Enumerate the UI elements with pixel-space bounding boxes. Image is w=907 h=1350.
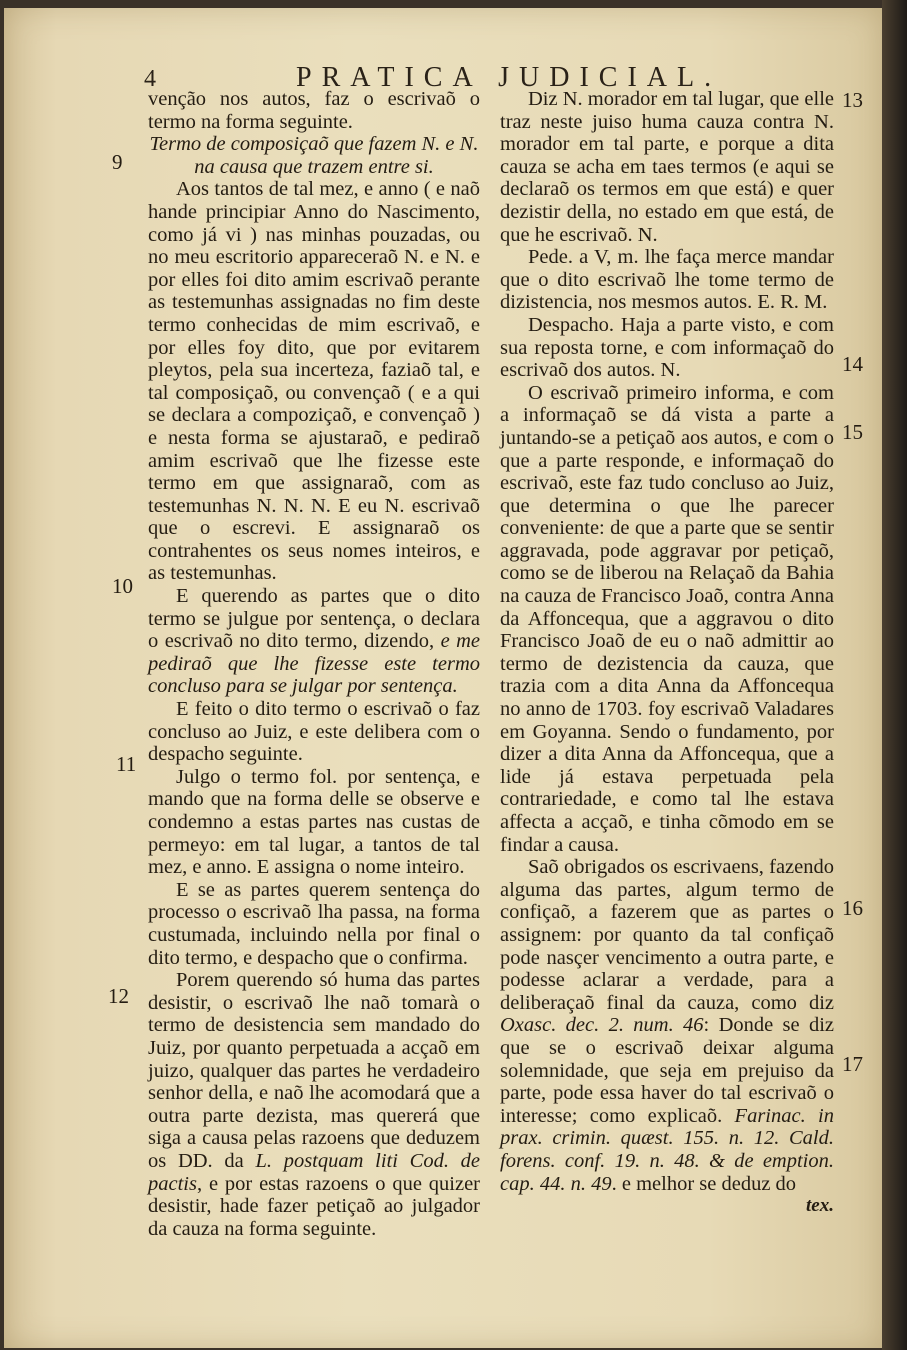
right-paragraph-2: Pede. a V, m. lhe faça merce mandar que o dito escrivaõ lhe tome termo de dizistencia, nos mesmos autos. E. R. M. — [500, 246, 834, 314]
left-paragraph-2: Aos tantos de tal mez, e anno ( e naõ hande principiar Anno do Nascimento, como já vi ) nas minhas pouzadas, ou no meu escritorio appareceraõ N. e N. e por elles foi dito amim escrivaõ perante as testemunhas assignadas no fim deste termo conhecidas de mim escrivaõ, e por elles foy dito, que por evitarem pleytos, pela sua incerteza, faziaõ tal, e tal composiçaõ, ou convençaõ ( e a qui se declara a compoziçaõ, e convençaõ ) e nesta forma se ajustaraõ, e pediraõ amim escrivaõ que lhe fizesse este termo em que assignaraõ, com as testemunhas N. N. N. E eu N. escrivaõ que o escrevi. E assignaraõ os contrahentes os seus nomes inteiros, e as testemunhas. — [148, 178, 480, 585]
paragraph-text: : Donde se diz que se o escrivaõ deixar alguma solemnidade, que seja em prejuiso da parte, pode essa haver do tal escrivaõ o interesse; como explicaõ. — [500, 1014, 834, 1127]
left-column — [148, 88, 480, 1240]
margin-number: 17 — [842, 1052, 863, 1076]
right-paragraph-5 — [500, 856, 834, 1195]
page-number: 4 — [144, 66, 156, 92]
book-spine-edge — [882, 0, 907, 1350]
right-paragraph-1: Diz N. morador em tal lugar, que elle traz neste juiso huma cauza contra N. morador em tal parte, e porque a dita cauza se acha em taes termos (e aqui se declaraõ os termos em que está) e quer dezistir della, no estado em que está, de que he escrivaõ. N. — [500, 88, 834, 246]
margin-number: 11 — [116, 752, 137, 776]
legal-citation: Farinac. in prax. crimin. quæst. 155. n. 12. Cald. forens. conf. 19. n. 48. & de emption. cap. 44. n. 49 — [500, 1104, 834, 1195]
italic-quote: e me pediraõ que lhe fizesse este termo concluso para se julgar por sentença. — [148, 630, 481, 698]
left-paragraph-1: venção nos autos, faz o escrivaõ o termo na forma seguinte. — [148, 88, 480, 133]
running-head: PRATICA JUDICIAL. — [296, 62, 722, 93]
left-paragraph-5: Julgo o termo fol. por sentença, e mando que na forma delle se observe e condemno a estas partes nas custas de permeyo: em tal lugar, a tantos de tal mez, e anno. E assigna o nome inteiro. — [148, 765, 480, 879]
margin-number: 14 — [842, 352, 863, 376]
left-paragraph-4: E feito o dito termo o escrivaõ o faz concluso ao Juiz, e este delibera com o despacho seguinte. — [148, 698, 480, 766]
right-paragraph-3: Despacho. Haja a parte visto, e com sua reposta torne, e com informaçaõ do escrivaõ dos autos. N. — [500, 313, 834, 382]
margin-number: 10 — [112, 574, 133, 598]
margin-number: 16 — [842, 896, 863, 920]
margin-number: 13 — [842, 88, 863, 112]
right-column — [500, 88, 834, 1218]
paragraph-text: . e melhor se deduz do — [611, 1172, 797, 1195]
legal-citation: L. postquam liti Cod. de pactis — [148, 1149, 481, 1195]
margin-number: 9 — [112, 150, 123, 174]
left-paragraph-3 — [148, 585, 480, 698]
margin-number: 15 — [842, 420, 863, 444]
paragraph-text: Porem querendo só huma das partes desistir, o escrivaõ lhe naõ tomarà o termo de desistencia sem mandado do Juiz, por quanto perpetuada a acçaõ em juizo, qualquer das partes he verdadeiro senhor della, e naõ lhe acomodará que a outra parte dezista, mas quererá que siga a causa pelas razoens que deduzem os DD. da — [148, 969, 480, 1172]
document-form-title: Termo de composiçaõ que fazem N. e N. na causa que trazem entre si. — [149, 133, 479, 178]
paragraph-text: , e por estas razoens o que quizer desistir, hade fazer petiçaõ ao julgador da cauza na forma seguinte. — [148, 1172, 480, 1240]
catchword: tex. — [806, 1195, 834, 1217]
left-paragraph-6: E se as partes querem sentença do processo o escrivaõ lha passa, na forma custumada, incluindo nella por final o dito termo, e despacho que o confirma. — [148, 878, 480, 969]
book-page — [4, 8, 882, 1348]
paragraph-text: Saõ obrigados os escrivaens, fazendo alguma das partes, algum termo de confiçaõ, a fazerem que as partes o assignem: por quanto da tal confiçaõ pode nasçer vencimento a outra parte, e podesse aclarar a verdade, para a deliberaçaõ final da cauza, como diz — [500, 856, 834, 1014]
margin-number: 12 — [108, 984, 129, 1008]
right-paragraph-4: O escrivaõ primeiro informa, e com a informaçaõ se dá vista a parte a juntando-se a petiçaõ aos autos, e com o que a parte responde, e informaçaõ do escrivaõ, este faz tudo concluso ao Juiz, que determina o que lhe parecer conveniente: de que a parte que se sentir aggravada, pode aggravar por petiçaõ, como se de liberou na Relaçaõ da Bahia na cauza de Francisco Joaõ, contra Anna da Affoncequa, que a aggravou o dito Francisco Joaõ de eu o naõ admittir ao termo de dezistencia da cauza, que trazia com a dita Anna da Affoncequa no anno de 1703. foy escrivaõ Valadares em Goyanna. Sendo o fundamento, por dizer a dita Anna da Affoncequa, que a lide já estava perpetuada pela contrariedade, e como tal lhe estava affecta a acçaõ, e tinha cõmodo em se findar a causa. — [500, 381, 834, 856]
legal-citation: Oxasc. dec. 2. num. 46 — [500, 1014, 704, 1037]
left-paragraph-7 — [148, 969, 480, 1240]
paragraph-text: E querendo as partes que o dito termo se julgue por sentença, o declara o escrivaõ no dito termo, dizendo, — [148, 585, 480, 653]
